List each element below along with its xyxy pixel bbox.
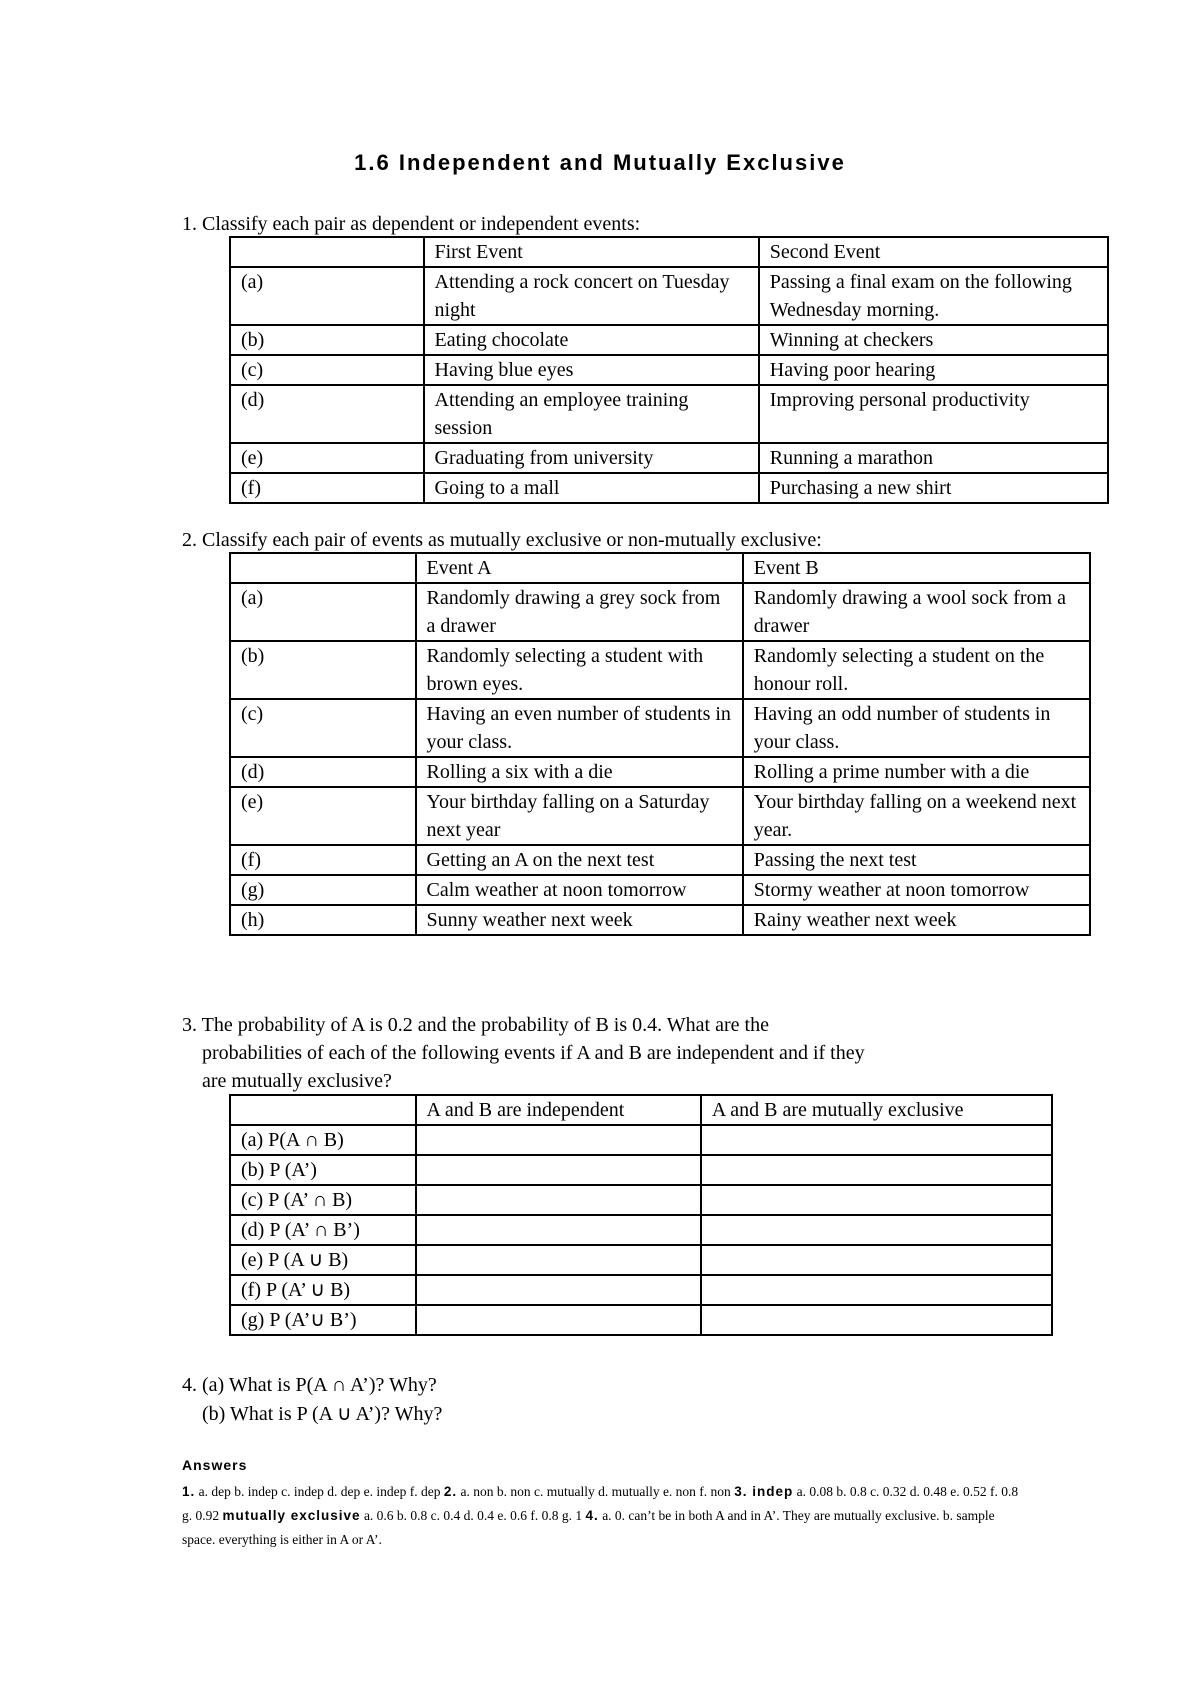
q4-line1: 4. (a) What is P(A ∩ A’)? Why? (182, 1374, 437, 1396)
table-cell: Randomly drawing a grey sock from a drawer (416, 583, 743, 641)
q4-line2: (b) What is P (A ∪ A’)? Why? (202, 1403, 443, 1425)
answer-cell-mutually-exclusive[interactable] (701, 1185, 1052, 1215)
q3-prompt-line3: are mutually exclusive? (202, 1070, 392, 1092)
row-label: (c) (230, 699, 416, 757)
table-cell: Having an even number of students in your class. (416, 699, 743, 757)
table-cell: Calm weather at noon tomorrow (416, 875, 743, 905)
table-header-row (230, 237, 1108, 267)
table-row (230, 1245, 1052, 1275)
row-label: (d) (230, 757, 416, 787)
header-cell: Event A (416, 553, 743, 583)
table-row (230, 355, 1108, 385)
q1-table (229, 236, 1109, 504)
row-label: (b) (230, 325, 424, 355)
answers-heading: Answers (182, 1457, 248, 1473)
table-row (230, 875, 1090, 905)
row-label: (b) (230, 641, 416, 699)
table-cell: Randomly selecting a student on the honour roll. (743, 641, 1090, 699)
table-cell: Improving personal productivity (759, 385, 1108, 443)
row-label: (g) P (A’∪ B’) (230, 1305, 416, 1335)
row-label: (d) P (A’ ∩ B’) (230, 1215, 416, 1245)
answers-4-label: 4. (585, 1508, 599, 1523)
table-cell: Passing the next test (743, 845, 1090, 875)
table-row (230, 787, 1090, 845)
q3-table (229, 1094, 1053, 1336)
answers-2: a. non b. non c. mutually d. mutually e. non f. non (457, 1484, 735, 1499)
q2-table (229, 552, 1091, 936)
table-row (230, 583, 1090, 641)
table-cell: Stormy weather at noon tomorrow (743, 875, 1090, 905)
table-cell: Attending a rock concert on Tuesday night (424, 267, 759, 325)
table-cell: Attending an employee training session (424, 385, 759, 443)
table-row (230, 699, 1090, 757)
table-cell: Running a marathon (759, 443, 1108, 473)
row-label: (d) (230, 385, 424, 443)
table-cell: Rolling a six with a die (416, 757, 743, 787)
table-cell: Rolling a prime number with a die (743, 757, 1090, 787)
answer-cell-mutually-exclusive[interactable] (701, 1125, 1052, 1155)
row-label: (a) (230, 267, 424, 325)
header-cell: Second Event (759, 237, 1108, 267)
table-row (230, 267, 1108, 325)
table-row (230, 1305, 1052, 1335)
table-cell: Randomly drawing a wool sock from a drawer (743, 583, 1090, 641)
table-row (230, 1155, 1052, 1185)
answer-cell-independent[interactable] (416, 1305, 701, 1335)
row-label: (b) P (A’) (230, 1155, 416, 1185)
table-cell: Having an odd number of students in your class. (743, 699, 1090, 757)
row-label: (a) P(A ∩ B) (230, 1125, 416, 1155)
table-row (230, 443, 1108, 473)
row-label: (e) (230, 443, 424, 473)
answer-cell-independent[interactable] (416, 1215, 701, 1245)
table-cell: Getting an A on the next test (416, 845, 743, 875)
answer-cell-independent[interactable] (416, 1245, 701, 1275)
answers-3: a. 0.08 b. 0.8 c. 0.32 d. 0.48 e. 0.52 f. 0.8 g. 0.92 (182, 1484, 1019, 1523)
header-cell: First Event (424, 237, 759, 267)
table-cell: Going to a mall (424, 473, 759, 503)
answer-cell-independent[interactable] (416, 1275, 701, 1305)
answer-cell-mutually-exclusive[interactable] (701, 1305, 1052, 1335)
table-row (230, 757, 1090, 787)
header-cell: A and B are mutually exclusive (701, 1095, 1052, 1125)
table-header-row (230, 1095, 1052, 1125)
header-cell (230, 553, 416, 583)
answer-cell-mutually-exclusive[interactable] (701, 1245, 1052, 1275)
row-label: (a) (230, 583, 416, 641)
answers-3b: a. 0.6 b. 0.8 c. 0.4 d. 0.4 e. 0.6 f. 0.8 g. 1 (360, 1508, 586, 1523)
table-cell: Winning at checkers (759, 325, 1108, 355)
table-cell: Having poor hearing (759, 355, 1108, 385)
answers-1: a. dep b. indep c. indep d. dep e. indep f. dep (195, 1484, 444, 1499)
row-label: (h) (230, 905, 416, 935)
answers-3b-label: mutually exclusive (222, 1508, 361, 1523)
answers-text (182, 1480, 1022, 1552)
q2-prompt: 2. Classify each pair of events as mutually exclusive or non-mutually exclusive: (182, 529, 822, 551)
table-row (230, 1275, 1052, 1305)
table-cell: Sunny weather next week (416, 905, 743, 935)
header-cell (230, 237, 424, 267)
q1-prompt: 1. Classify each pair as dependent or independent events: (182, 213, 641, 235)
table-row (230, 1215, 1052, 1245)
page-title: 1.6 Independent and Mutually Exclusive (354, 150, 846, 175)
answer-cell-mutually-exclusive[interactable] (701, 1215, 1052, 1245)
table-cell: Passing a final exam on the following Wednesday morning. (759, 267, 1108, 325)
table-cell: Rainy weather next week (743, 905, 1090, 935)
table-row (230, 845, 1090, 875)
answers-1-label: 1. (182, 1484, 196, 1499)
row-label: (e) P (A ∪ B) (230, 1245, 416, 1275)
row-label: (c) P (A’ ∩ B) (230, 1185, 416, 1215)
answer-cell-independent[interactable] (416, 1155, 701, 1185)
q3-prompt-line2: probabilities of each of the following events if A and B are independent and if they (202, 1042, 865, 1064)
table-cell: Randomly selecting a student with brown eyes. (416, 641, 743, 699)
answers-3-label: 3. indep (734, 1484, 794, 1499)
answer-cell-mutually-exclusive[interactable] (701, 1155, 1052, 1185)
table-row (230, 473, 1108, 503)
row-label: (c) (230, 355, 424, 385)
q3-prompt-line1: 3. The probability of A is 0.2 and the probability of B is 0.4. What are the (182, 1014, 769, 1036)
answers-2-label: 2. (443, 1484, 458, 1499)
table-header-row (230, 553, 1090, 583)
row-label: (f) (230, 845, 416, 875)
table-cell: Your birthday falling on a Saturday next year (416, 787, 743, 845)
row-label: (g) (230, 875, 416, 905)
answer-cell-mutually-exclusive[interactable] (701, 1275, 1052, 1305)
row-label: (e) (230, 787, 416, 845)
table-row (230, 325, 1108, 355)
answers-4: a. 0. can’t be in both A and in A’. They are mutually exclusive. b. sample space. everything is either in A or A’. (182, 1508, 995, 1547)
table-cell: Eating chocolate (424, 325, 759, 355)
table-cell: Purchasing a new shirt (759, 473, 1108, 503)
table-row (230, 905, 1090, 935)
header-cell (230, 1095, 416, 1125)
table-cell: Your birthday falling on a weekend next year. (743, 787, 1090, 845)
row-label: (f) P (A’ ∪ B) (230, 1275, 416, 1305)
table-row (230, 1185, 1052, 1215)
table-cell: Having blue eyes (424, 355, 759, 385)
row-label: (f) (230, 473, 424, 503)
table-cell: Graduating from university (424, 443, 759, 473)
table-row (230, 385, 1108, 443)
header-cell: Event B (743, 553, 1090, 583)
answer-cell-independent[interactable] (416, 1185, 701, 1215)
table-row (230, 641, 1090, 699)
header-cell: A and B are independent (416, 1095, 701, 1125)
table-row (230, 1125, 1052, 1155)
answer-cell-independent[interactable] (416, 1125, 701, 1155)
